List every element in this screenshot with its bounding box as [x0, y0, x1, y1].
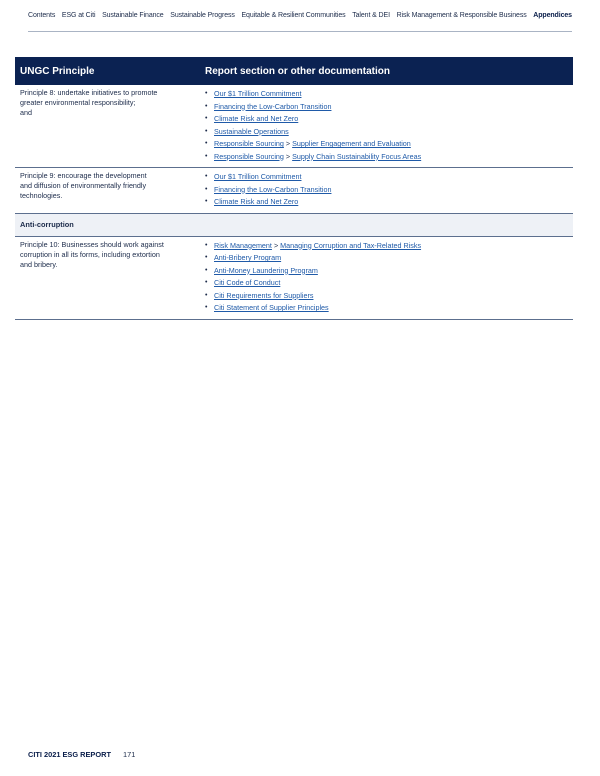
list-item [205, 302, 573, 315]
list-item [205, 252, 573, 265]
table-row [15, 168, 573, 214]
breadcrumb-separator: > [285, 151, 291, 161]
principle-text-line: Principle 8: undertake initiatives to promote [20, 88, 158, 97]
bullet-icon: • [205, 90, 208, 97]
documentation-cell [205, 88, 573, 163]
header-ungc-principle: UNGC Principle [20, 65, 95, 77]
documentation-link[interactable]: Anti-Money Laundering Program [214, 265, 318, 275]
documentation-link[interactable]: Managing Corruption and Tax-Related Risks [280, 240, 422, 250]
documentation-link[interactable]: Climate Risk and Net Zero [214, 114, 299, 123]
bullet-icon: • [205, 304, 208, 311]
bullet-icon: • [205, 115, 208, 122]
list-item [205, 101, 573, 114]
bullet-icon: • [205, 185, 208, 193]
documentation-link[interactable]: Our $1 Trillion Commitment [214, 172, 302, 181]
nav-equitable-resilient-communities[interactable]: Equitable & Resilient Communities [241, 12, 346, 19]
documentation-link-list [205, 171, 573, 209]
principle-cell [15, 88, 205, 163]
ungc-table [15, 57, 573, 320]
bullet-icon: • [205, 241, 208, 249]
principle-text-line: corruption in all its forms, including extortion [20, 249, 160, 259]
documentation-link[interactable]: Financing the Low-Carbon Transition [214, 184, 332, 194]
documentation-link[interactable]: Citi Code of Conduct [214, 278, 281, 287]
nav-sustainable-progress[interactable]: Sustainable Progress [170, 12, 235, 19]
principle-text-line: Principle 10: Businesses should work against [20, 239, 164, 249]
table-header [15, 57, 573, 85]
list-item [205, 240, 573, 253]
principle-cell [15, 240, 205, 315]
list-item [205, 265, 573, 278]
bullet-icon: • [205, 279, 208, 286]
principle-cell [15, 171, 205, 209]
nav-sustainable-finance[interactable]: Sustainable Finance [102, 12, 164, 19]
bullet-icon: • [205, 198, 208, 205]
documentation-link-list [205, 88, 573, 163]
documentation-link[interactable]: Risk Management [214, 240, 272, 250]
nav-contents[interactable]: Contents [28, 12, 56, 19]
bullet-icon: • [205, 291, 208, 299]
breadcrumb-separator: > [273, 240, 279, 250]
list-item [205, 277, 573, 290]
documentation-link[interactable]: Responsible Sourcing [214, 151, 284, 161]
section-heading-anti-corruption: Anti-corruption [15, 214, 573, 237]
bullet-icon: • [205, 254, 208, 261]
principle-text-line: and bribery. [20, 259, 58, 269]
page-number: 171 [122, 750, 136, 759]
documentation-link-list [205, 240, 573, 315]
list-item [205, 151, 573, 164]
documentation-link[interactable]: Sustainable Operations [214, 126, 289, 136]
table-body-anti-corruption [15, 237, 573, 320]
list-item [205, 184, 573, 197]
nav-esg-at-citi[interactable]: ESG at Citi [61, 12, 96, 19]
principle-text-line: Principle 9: encourage the development [20, 171, 147, 180]
page-footer [28, 750, 135, 759]
bullet-icon: • [205, 152, 208, 160]
documentation-link[interactable]: Citi Requirements for Suppliers [214, 290, 314, 300]
top-navigation [28, 0, 572, 32]
documentation-link[interactable]: Climate Risk and Net Zero [214, 197, 299, 206]
list-item [205, 88, 573, 101]
principle-text-line: and [20, 108, 32, 117]
list-item [205, 196, 573, 209]
list-item [205, 113, 573, 126]
bullet-icon: • [205, 140, 208, 147]
principle-text-line: technologies. [20, 191, 63, 200]
report-title: CITI 2021 ESG REPORT [28, 750, 111, 759]
nav-talent-dei[interactable]: Talent & DEI [352, 12, 390, 19]
documentation-link[interactable]: Anti-Bribery Program [214, 253, 282, 262]
list-item [205, 290, 573, 303]
documentation-cell [205, 171, 573, 209]
list-item [205, 126, 573, 139]
list-item [205, 171, 573, 184]
documentation-link[interactable]: Our $1 Trillion Commitment [214, 89, 302, 98]
principle-text-line: greater environmental responsibility; [20, 98, 136, 107]
documentation-cell [205, 240, 573, 315]
table-row [15, 85, 573, 168]
bullet-icon: • [205, 102, 208, 110]
nav-appendices[interactable]: Appendices [533, 12, 572, 19]
documentation-link[interactable]: Citi Statement of Supplier Principles [214, 303, 329, 312]
bullet-icon: • [205, 266, 208, 274]
table-row [15, 237, 573, 320]
table-body-environment [15, 85, 573, 214]
nav-risk-management[interactable]: Risk Management & Responsible Business [396, 12, 527, 19]
header-report-section: Report section or other documentation [205, 65, 391, 77]
principle-text-line: and diffusion of environmentally friendly [20, 181, 147, 190]
list-item [205, 138, 573, 151]
breadcrumb-separator: > [285, 139, 291, 148]
documentation-link[interactable]: Responsible Sourcing [214, 139, 284, 148]
bullet-icon: • [205, 173, 208, 180]
documentation-link[interactable]: Financing the Low-Carbon Transition [214, 101, 332, 111]
bullet-icon: • [205, 127, 208, 135]
documentation-link[interactable]: Supply Chain Sustainability Focus Areas [292, 151, 422, 161]
documentation-link[interactable]: Supplier Engagement and Evaluation [292, 139, 411, 148]
